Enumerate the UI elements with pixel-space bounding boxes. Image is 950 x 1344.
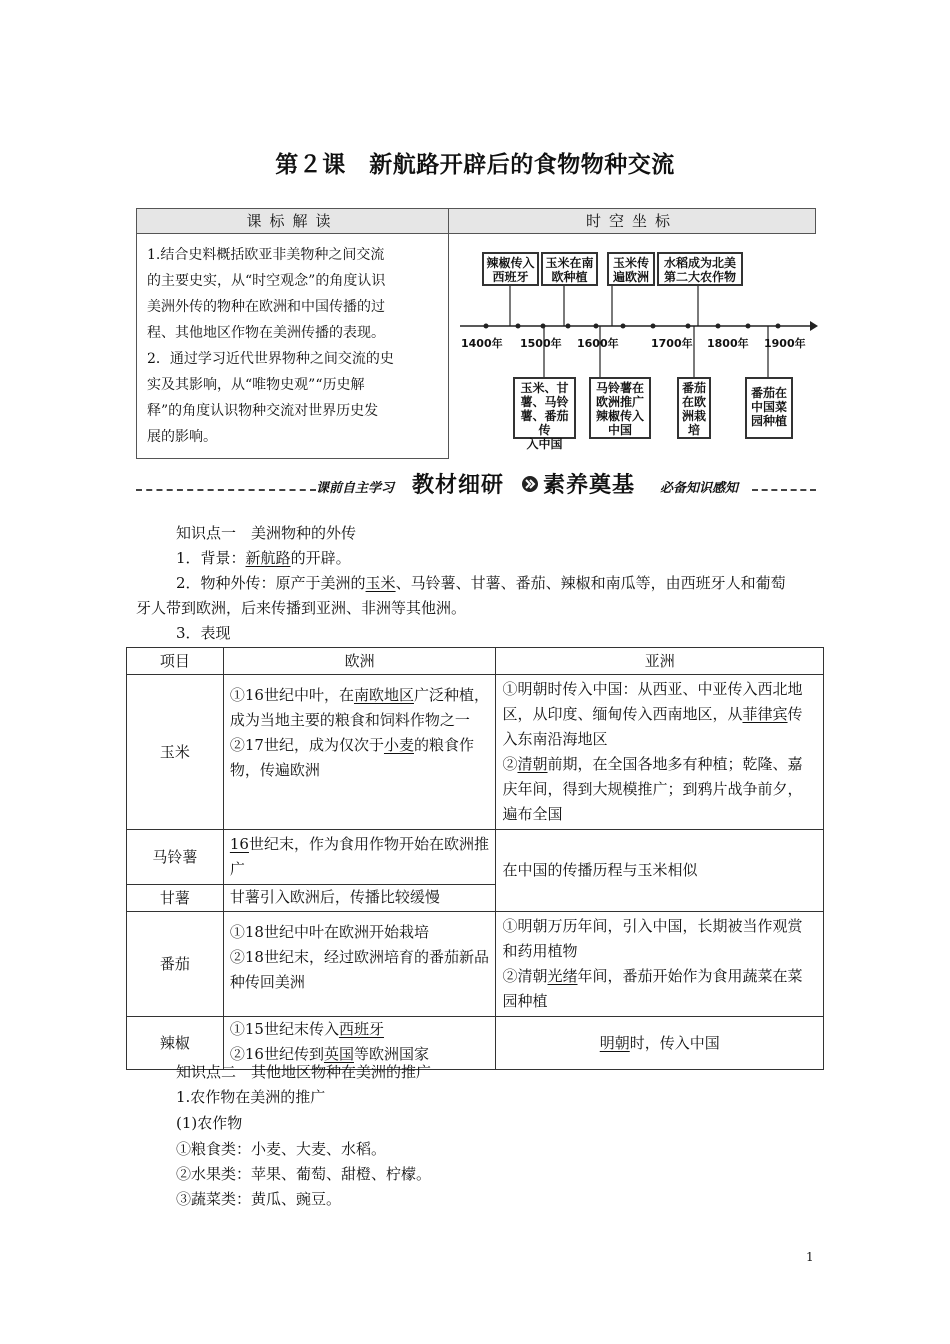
year-label: 1800年 [707,337,749,350]
tomato-europe [223,912,496,1017]
objective-line: 1.结合史料概括欧亚非美物种之间交流 [147,247,385,263]
underlined-term: 英国 [323,1045,354,1063]
underlined-term: 新航路 [245,549,291,567]
text-span: 前期，在全国各地多有种植；乾隆、嘉庆年间，得到大规模推广；到鸦片战争前夕，遍布全国 [502,755,803,823]
text-span: ②清朝 [502,967,548,985]
text-span: 的开辟。 [290,549,351,567]
text-span: 年间，番茄开始作为食用蔬菜在菜园种植 [502,967,803,1010]
text-span: ①15世纪末传入 [229,1020,339,1038]
banner-rule-left [136,489,316,491]
event-line: 西班牙 [492,270,529,284]
objectives-text [137,234,448,450]
text-block [502,752,817,827]
text-span: 的粮食作物，传遍欧洲 [229,736,474,779]
objectives-panel [136,233,449,459]
year-label: 1900年 [764,337,806,350]
section1-species [176,570,826,596]
text-span: 传入东南沿海地区 [502,705,803,748]
event-line: 薯、马铃 [520,395,569,409]
section2-line: 1.农作物在美洲的推广 [176,1088,326,1106]
banner-title-1: 教材细研 [412,473,505,498]
text-span: 时，传入中国 [629,1033,720,1052]
section2-line: ②水果类：苹果、葡萄、甜橙、柠檬。 [176,1165,432,1183]
timeline-event-box [482,252,539,286]
section2-line: (1)农作物 [176,1114,243,1132]
event-line: 洲栽 [681,409,706,423]
event-line: 第二大农作物 [663,270,736,284]
table-header-asia: 亚洲 [496,648,824,675]
objective-line: 程、其他地区作物在美洲传播的表现。 [147,325,385,341]
event-line: 遍欧洲 [612,270,649,284]
year-label: 1600年 [577,337,619,350]
timeline-header: 时空坐标 [448,208,816,234]
timeline-event-box [607,252,655,286]
underlined-term: 西班牙 [338,1020,384,1038]
text-span: 1．背景： [176,549,246,567]
section1-manifestation: 3．表现 [176,624,231,642]
text-span: 世纪末，作为食用作物开始在欧洲推广 [229,835,489,878]
text-span: ② [502,755,518,773]
banner-left-label: 课前自主学习 [316,481,395,496]
text-block [502,677,817,752]
underlined-term: 清朝 [517,755,548,773]
banner-right-label: 必备知识感知 [660,481,739,496]
banner-title-2: 素养奠基 [543,473,636,498]
row-name-pepper: 辣椒 [127,1017,224,1070]
event-line: 玉米传 [612,256,649,270]
curriculum-header: 课标解读 [136,208,449,234]
timeline-event-box [589,377,651,439]
text-block [502,964,817,1014]
potato-sweetpotato-asia: 在中国的传播历程与玉米相似 [496,830,824,912]
event-line: 培 [687,423,700,437]
section2-line: ①粮食类：小麦、大麦、水稻。 [176,1140,387,1158]
text-span: ①16世纪中叶，在 [229,686,354,704]
event-line: 园种植 [750,414,787,428]
objective-line: 展的影响。 [147,429,217,445]
year-label: 1500年 [520,337,562,350]
timeline-event-box [677,377,711,439]
underlined-term: 玉米 [365,574,396,592]
event-line: 辣椒传入 [486,256,535,270]
underlined-term: 南欧地区 [353,686,414,704]
row-name-sweet-potato: 甘薯 [127,885,224,912]
double-chevron-icon [520,474,540,494]
section1-species-cont: 牙人带到欧洲，后来传播到亚洲、非洲等其他洲。 [136,599,467,617]
table-header-europe: 欧洲 [223,648,496,675]
underlined-term: 光绪 [547,967,578,985]
corn-europe [223,675,496,830]
event-line: 欧洲推广 [595,395,644,409]
objective-line: 释”的角度认识物种交流对世界历史发 [147,403,379,419]
text-block [230,1017,490,1042]
event-line: 水稻成为北美 [663,256,736,270]
underlined-term: 明朝 [599,1033,630,1052]
banner-rule-right [752,489,816,491]
page-title: 第２课 新航路开辟后的食物物种交流 [275,152,675,178]
timeline-event-box [657,252,743,286]
row-name-tomato: 番茄 [127,912,224,1017]
event-line: 马铃薯在 [595,381,644,395]
text-span: 等欧洲国家 [353,1045,429,1063]
event-line: 番茄在 [750,386,787,400]
spread-table [126,647,824,1070]
sweet-potato-europe: 甘薯引入欧洲后，传播比较缓慢 [223,885,496,912]
event-line: 中国菜 [750,400,787,414]
event-line: 薯、番茄传 [520,409,569,437]
text-span: ②17世纪，成为仅次于 [229,736,384,754]
section1-background [176,545,351,571]
table-header-item: 项目 [127,648,224,675]
objective-line: 的主要史实，从“时空观念”的角度认识 [147,273,386,289]
year-label: 1700年 [651,337,693,350]
underlined-term: 16 [229,835,249,853]
text-block: ①18世纪中叶在欧洲开始栽培 [229,923,429,941]
text-block [230,733,490,783]
event-line: 玉米在南 [545,256,594,270]
section2-line: ③蔬菜类：黄瓜、豌豆。 [176,1190,342,1208]
event-line: 在欧 [681,395,706,409]
corn-asia [496,675,824,830]
row-name-corn: 玉米 [127,675,224,830]
text-span: ②16世纪传到 [229,1045,324,1063]
pepper-asia [496,1017,824,1070]
event-line: 欧种植 [551,270,588,284]
text-span: 广泛种植，成为当地主要的粮食和饲料作物之一 [229,686,489,729]
year-label: 1400年 [461,337,503,350]
bottom-connectors [544,326,768,377]
page-number: 1 [806,1250,814,1264]
section2-heading: 知识点二 其他地区物种在美洲的推广 [176,1063,432,1081]
section1-heading: 知识点一 美洲物种的外传 [176,524,357,542]
timeline-event-box [541,252,598,286]
text-block [230,683,490,733]
tomato-asia [496,912,824,1017]
event-line: 入中国 [526,437,563,451]
row-name-potato: 马铃薯 [127,830,224,885]
event-line: 中国 [607,423,632,437]
text-block: ②18世纪末，经过欧洲培育的番茄新品种传回美洲 [229,948,489,991]
timeline-event-box [745,377,793,439]
event-line: 辣椒传入 [595,409,644,423]
underlined-term: 小麦 [383,736,414,754]
objective-line: 2．通过学习近代世界物种之间交流的史 [147,351,394,367]
objective-line: 实及其影响，从“唯物史观”“历史解 [147,377,365,393]
text-span: ①明朝时传入中国：从西亚、中亚传入西北地区，从印度、缅甸传入西南地区，从 [502,680,803,723]
text-span: 2．物种外传：原产于美洲的 [176,574,366,592]
event-line: 番茄 [681,381,706,395]
objective-line: 美洲外传的物种在欧洲和中国传播的过 [147,299,385,315]
text-span: 、马铃薯、甘薯、番茄、辣椒和南瓜等，由西班牙人和葡萄 [395,574,786,592]
top-connectors [510,285,698,326]
underlined-term: 菲律宾 [742,705,788,723]
arrow-right-icon [810,321,818,331]
event-line: 玉米、甘 [520,381,569,395]
potato-europe [223,830,496,885]
timeline-event-box [513,377,576,451]
text-block: ①明朝万历年间，引入中国，长期被当作观赏和药用植物 [502,917,803,960]
